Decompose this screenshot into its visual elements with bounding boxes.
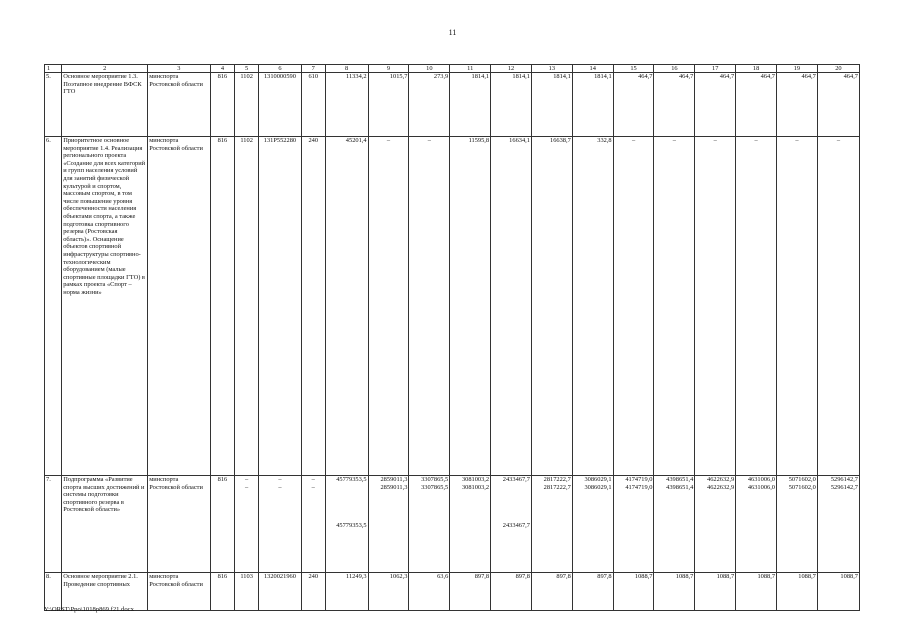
row-number: 8. <box>45 573 62 611</box>
subline-a: – <box>311 476 315 483</box>
budget-code: 816 <box>210 573 235 611</box>
page-number: 11 <box>448 28 457 37</box>
section-code: 1102 <box>235 73 259 137</box>
value-cell: 897,8 <box>531 573 572 611</box>
column-header: 7 <box>301 65 325 73</box>
column-header: 2 <box>62 65 148 73</box>
subline-a: – <box>245 476 249 483</box>
value-cell: 1088,7 <box>654 573 695 611</box>
target-code: 1310000590 <box>258 73 301 137</box>
value-cell <box>654 476 695 573</box>
column-header: 13 <box>531 65 572 73</box>
column-header: 18 <box>736 65 777 73</box>
subline-c: 2433467,7 <box>502 521 530 529</box>
column-header: 20 <box>817 65 859 73</box>
subline-a: 2817222,7 <box>543 476 571 483</box>
subline-b: 5071602,0 <box>788 483 816 491</box>
value-cell: 464,7 <box>736 73 777 137</box>
column-header: 5 <box>235 65 259 73</box>
value-cell: 1088,7 <box>777 573 818 611</box>
subline-a: 4174719,0 <box>625 476 653 483</box>
value-cell <box>325 476 368 573</box>
value-cell: 11595,8 <box>450 137 491 476</box>
value-cell: – <box>695 137 736 476</box>
subline-a: 3081003,2 <box>461 476 490 483</box>
subline-a: 4631006,0 <box>747 476 776 483</box>
column-header: 9 <box>368 65 409 73</box>
subline-a: – <box>278 476 282 483</box>
value-cell: 16634,1 <box>491 137 532 476</box>
file-path-footer: Y:\ORST\Ppo\1018p869.f21.docx <box>44 606 134 613</box>
value-cell: 332,8 <box>572 137 613 476</box>
value-cell: – <box>777 137 818 476</box>
subline-b: 4631006,0 <box>747 483 776 491</box>
subline-b: – <box>245 483 249 491</box>
target-code: 1320021960 <box>258 573 301 611</box>
subline-a: 3307865,5 <box>421 476 449 483</box>
value-cell: 1088,7 <box>736 573 777 611</box>
target-code: 131P552280 <box>258 137 301 476</box>
value-cell <box>491 476 532 573</box>
expense-code: 240 <box>301 137 325 476</box>
value-cell <box>736 476 777 573</box>
value-cell: 11249,3 <box>325 573 368 611</box>
subline-b: – <box>311 483 315 491</box>
value-cell: 897,8 <box>491 573 532 611</box>
expense-code: 610 <box>301 73 325 137</box>
value-cell <box>531 476 572 573</box>
column-number-row <box>45 65 860 73</box>
subline-a: 4398651,4 <box>666 476 694 483</box>
subline-b: 5296142,7 <box>830 483 858 491</box>
table-row <box>45 573 860 611</box>
value-cell <box>368 476 409 573</box>
value-cell: – <box>654 137 695 476</box>
value-cell: 45201,4 <box>325 137 368 476</box>
value-cell: 1814,1 <box>572 73 613 137</box>
row-number: 7. <box>45 476 62 573</box>
subline-a: 3086029,1 <box>584 476 612 483</box>
table-row <box>45 137 860 476</box>
value-cell: 63,6 <box>409 573 450 611</box>
value-cell: – <box>613 137 654 476</box>
value-cell: 1015,7 <box>368 73 409 137</box>
value-cell: 1062,3 <box>368 573 409 611</box>
value-cell: 464,7 <box>817 73 859 137</box>
subline-b: 4622632,9 <box>707 483 735 491</box>
subline-b: – <box>278 483 282 491</box>
value-cell: 11334,2 <box>325 73 368 137</box>
column-header: 12 <box>491 65 532 73</box>
subline-b: 2859011,3 <box>380 483 408 491</box>
budget-code: 816 <box>210 137 235 476</box>
value-cell: 464,7 <box>777 73 818 137</box>
value-cell: 897,8 <box>450 573 491 611</box>
subline-a: 5296142,7 <box>830 476 858 483</box>
value-cell: 1088,7 <box>817 573 859 611</box>
subline-b: 4174719,0 <box>625 483 653 491</box>
value-cell <box>450 476 491 573</box>
column-header: 10 <box>409 65 450 73</box>
value-cell: – <box>368 137 409 476</box>
subline-c: 45779353,5 <box>336 521 367 529</box>
subline-a: 4622632,9 <box>707 476 735 483</box>
subline-b: 3081003,2 <box>461 483 490 491</box>
target-code <box>258 476 301 573</box>
column-header: 8 <box>325 65 368 73</box>
column-header: 16 <box>654 65 695 73</box>
value-cell: 897,8 <box>572 573 613 611</box>
value-cell <box>695 476 736 573</box>
value-cell: 1814,1 <box>491 73 532 137</box>
column-header: 11 <box>450 65 491 73</box>
section-code: 1102 <box>235 137 259 476</box>
value-cell: – <box>817 137 859 476</box>
column-header: 15 <box>613 65 654 73</box>
subline-b: 3086029,1 <box>584 483 612 491</box>
value-cell: 464,7 <box>654 73 695 137</box>
value-cell <box>817 476 859 573</box>
value-cell <box>613 476 654 573</box>
column-header: 4 <box>210 65 235 73</box>
value-cell <box>777 476 818 573</box>
row-executor: минспорта Ростовской области <box>148 137 210 476</box>
table-row <box>45 476 860 573</box>
budget-code: 816 <box>210 73 235 137</box>
column-header: 19 <box>777 65 818 73</box>
expense-code: 240 <box>301 573 325 611</box>
value-cell: 464,7 <box>695 73 736 137</box>
expense-code <box>301 476 325 573</box>
value-cell: 16638,7 <box>531 137 572 476</box>
subline-a: 5071602,0 <box>788 476 816 483</box>
column-header: 6 <box>258 65 301 73</box>
value-cell: 273,9 <box>409 73 450 137</box>
column-header: 14 <box>572 65 613 73</box>
row-number: 5. <box>45 73 62 137</box>
value-cell: 1088,7 <box>613 573 654 611</box>
subline-b: 2817222,7 <box>543 483 571 491</box>
table-row <box>45 73 860 137</box>
subline-a: 45779353,5 <box>336 476 367 483</box>
column-header: 1 <box>45 65 62 73</box>
value-cell: 1814,1 <box>450 73 491 137</box>
section-code: 1103 <box>235 573 259 611</box>
column-header: 17 <box>695 65 736 73</box>
row-executor: минспорта Ростовской области <box>148 476 210 573</box>
section-code <box>235 476 259 573</box>
budget-code: 816 <box>210 476 235 573</box>
row-executor: минспорта Ростовской области <box>148 73 210 137</box>
subline-a: 2859011,3 <box>380 476 408 483</box>
subline-b: 3307865,5 <box>421 483 449 491</box>
column-header: 3 <box>148 65 210 73</box>
row-name: Основное мероприятие 2.1. Проведение спортивных <box>62 573 148 611</box>
value-cell <box>409 476 450 573</box>
value-cell: – <box>409 137 450 476</box>
row-name: Подпрограмма «Развитие спорта высших достижений и системы подготовки спортивного резерва в Ростовской области» <box>62 476 148 573</box>
budget-table <box>44 64 860 611</box>
subline-a: 2433467,7 <box>502 476 530 483</box>
value-cell <box>572 476 613 573</box>
row-number: 6. <box>45 137 62 476</box>
row-name: Основное мероприятие 1.3. Поэтапное внедрение ВФСК ГТО <box>62 73 148 137</box>
row-executor: минспорта Ростовской области <box>148 573 210 611</box>
subline-b: 4398651,4 <box>666 483 694 491</box>
value-cell: – <box>736 137 777 476</box>
value-cell: 1088,7 <box>695 573 736 611</box>
row-name: Приоритетное основное мероприятие 1.4. Реализация регионального проекта «Создание для всех категорий и групп населения условий для занятий физической культурой и спортом, массовым спортом, в том числе повышение уровня обеспеченности населения объектами спорта, а также подготовка спортивного резерва (Ростовская область)». Оснащение объектов спортивной инфраструктуры спортивно-технологическим оборудованием (малые спортивные площадки ГТО) в рамках проекта «Спорт – норма жизни» <box>62 137 148 476</box>
value-cell: 1814,1 <box>531 73 572 137</box>
value-cell: 464,7 <box>613 73 654 137</box>
